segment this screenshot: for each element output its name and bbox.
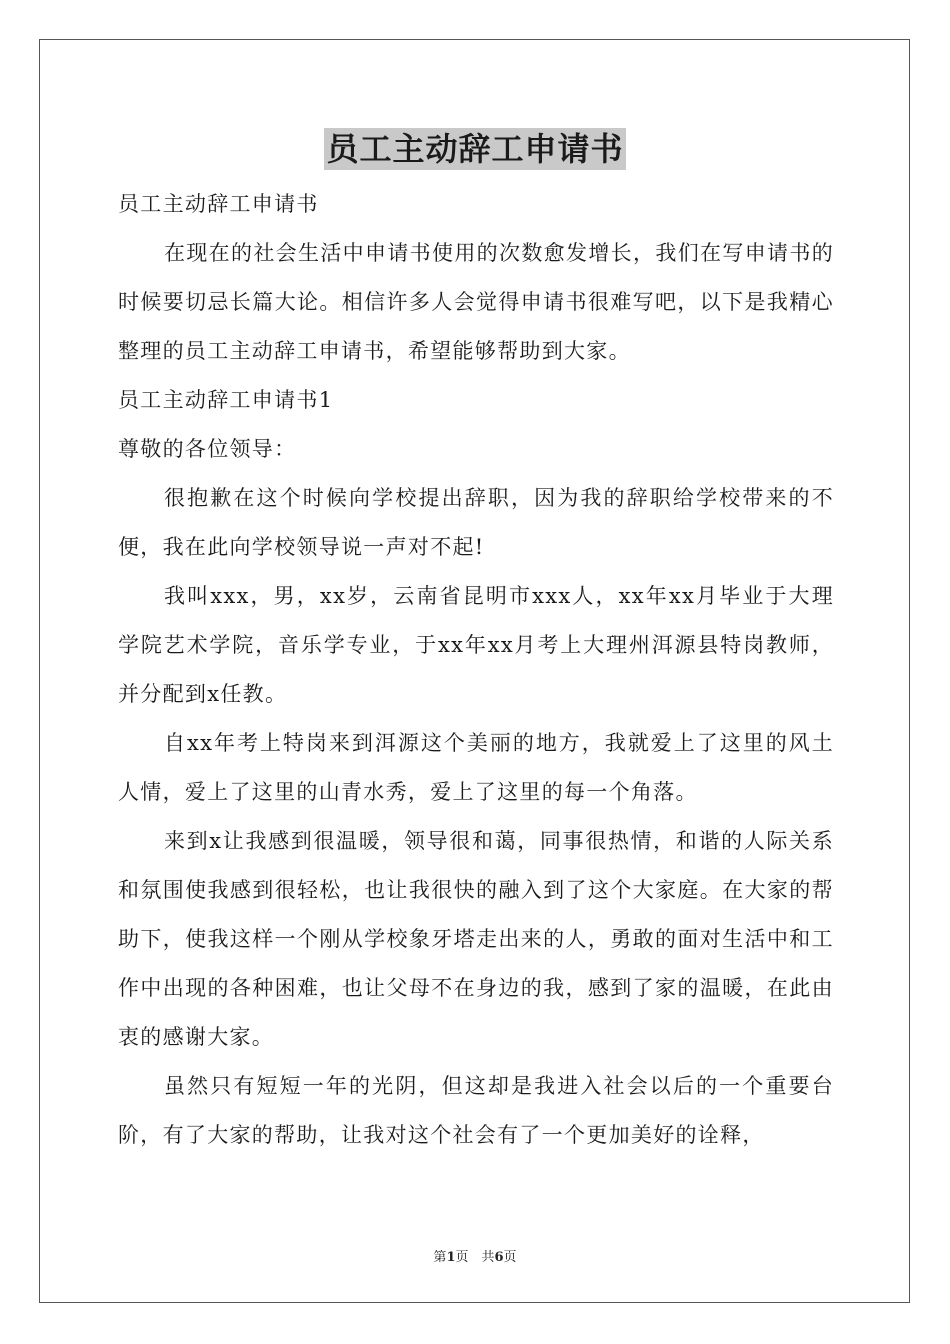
paragraph: 在现在的社会生活中申请书使用的次数愈发增长，我们在写申请书的时候要切忌长篇大论。相信许多人会觉得申请书很难写吧，以下是我精心整理的员工主动辞工申请书，希望能够帮助到大家。 [118, 241, 834, 363]
document-title: 员工主动辞工申请书 [326, 130, 624, 168]
paragraph: 虽然只有短短一年的光阴，但这却是我进入社会以后的一个重要台阶，有了大家的帮助，让我对这个社会有了一个更加美好的诠释， [118, 1074, 834, 1147]
paragraph: 尊敬的各位领导： [118, 437, 297, 461]
footer-page-total: 6 [494, 1250, 504, 1265]
paragraph: 自xx年考上特岗来到洱源这个美丽的地方，我就爱上了这里的风土人情，爱上了这里的山青水秀，爱上了这里的每一个角落。 [118, 731, 834, 804]
footer-page-mid: 页 共 [455, 1250, 495, 1265]
document-body [118, 180, 834, 1160]
footer-page-current: 1 [446, 1250, 456, 1265]
footer-page-prefix: 第 [433, 1250, 447, 1265]
page-footer [0, 1246, 950, 1265]
paragraph: 来到x让我感到很温暖，领导很和蔼，同事很热情，和谐的人际关系和氛围使我感到很轻松，也让我很快的融入到了这个大家庭。在大家的帮助下，使我这样一个刚从学校象牙塔走出来的人，勇敢的面对生活中和工作中出现的各种困难，也让父母不在身边的我，感到了家的温暖，在此由衷的感谢大家。 [118, 829, 834, 1049]
paragraph: 很抱歉在这个时候向学校提出辞职，因为我的辞职给学校带来的不便，我在此向学校领导说一声对不起! [118, 486, 834, 559]
paragraph: 员工主动辞工申请书 [118, 192, 319, 216]
paragraph: 员工主动辞工申请书1 [118, 388, 334, 412]
paragraph: 我叫xxx，男，xx岁，云南省昆明市xxx人，xx年xx月毕业于大理学院艺术学院，音乐学专业，于xx年xx月考上大理州洱源县特岗教师，并分配到x任教。 [118, 584, 834, 706]
title-wrap [0, 128, 950, 170]
footer-page-suffix: 页 [503, 1250, 517, 1265]
